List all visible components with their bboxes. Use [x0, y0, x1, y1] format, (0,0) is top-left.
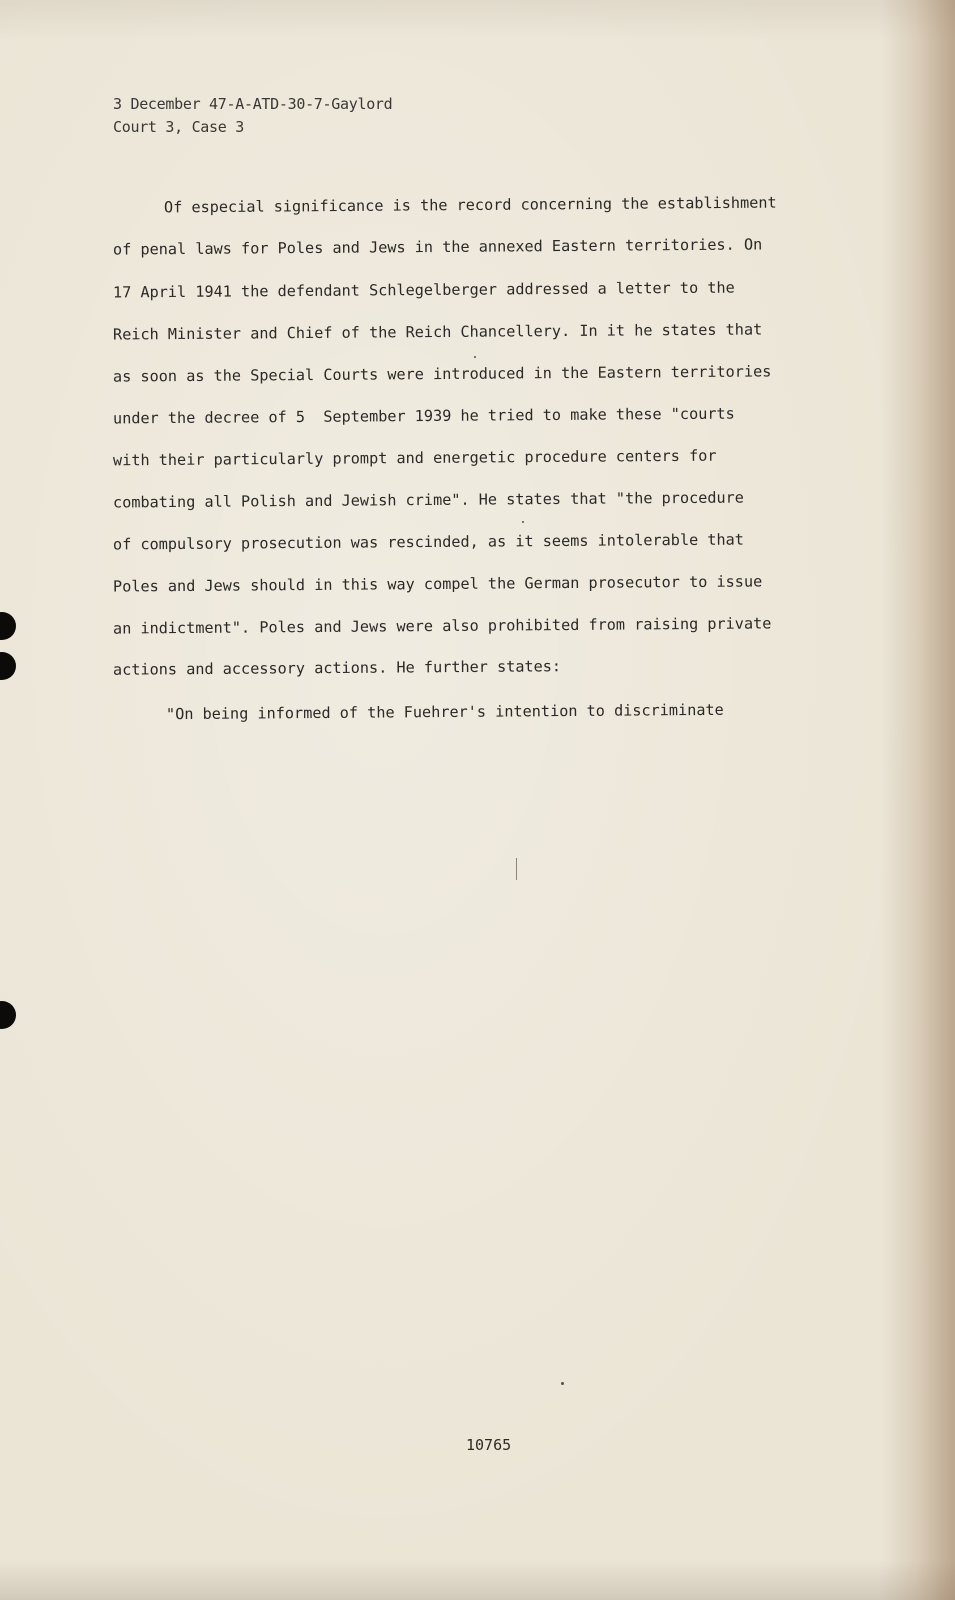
paper-speck [474, 356, 476, 358]
body-line: "On being informed of the Fuehrer's intention to discriminate [165, 700, 724, 724]
body-line: Poles and Jews should in this way compel the German prosecutor to issue [112, 572, 763, 596]
body-line: 17 April 1941 the defendant Schlegelberger addressed a letter to the [112, 278, 735, 302]
body-line: with their particularly prompt and energetic procedure centers for [112, 446, 717, 470]
body-line: of penal laws for Poles and Jews in the annexed Eastern territories. On [112, 235, 763, 259]
body-line: under the decree of 5 September 1939 he tried to make these "courts [112, 404, 735, 428]
body-line: Of especial significance is the record concerning the establishment [163, 193, 777, 217]
body-line: of compulsory prosecution was rescinded, as it seems intolerable that [112, 530, 744, 554]
header-date-reference: 3 December 47-A-ATD-30-7-Gaylord [113, 95, 393, 113]
paper-speck [522, 521, 524, 523]
body-line: combating all Polish and Jewish crime". He states that "the procedure [112, 488, 744, 512]
paper-speck [561, 1382, 564, 1385]
header-court-case: Court 3, Case 3 [113, 118, 244, 136]
body-line: actions and accessory actions. He further states: [112, 657, 562, 679]
body-line: Reich Minister and Chief of the Reich Chancellery. In it he states that [112, 320, 763, 344]
body-line: as soon as the Special Courts were introduced in the Eastern territories [112, 362, 772, 386]
body-line: an indictment". Poles and Jews were also prohibited from raising private [112, 614, 772, 638]
paper-mark [516, 858, 517, 880]
page-number: 10765 [466, 1436, 512, 1454]
